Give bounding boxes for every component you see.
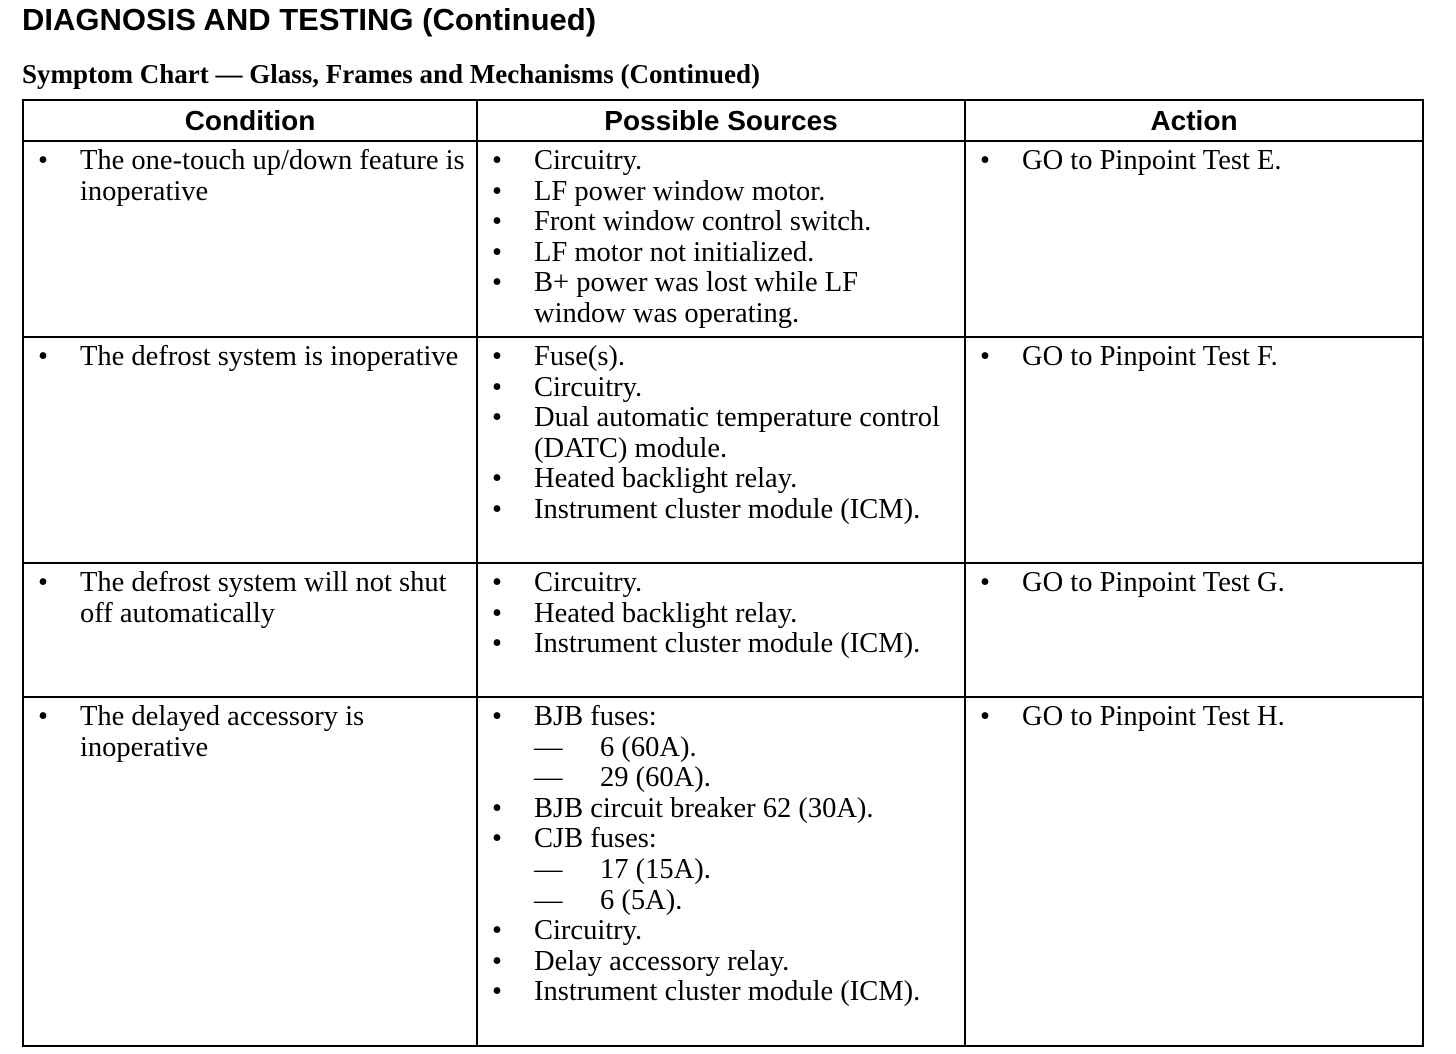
action-cell (965, 141, 1423, 337)
condition-cell (23, 141, 477, 337)
condition-text: • The defrost system is inoperative (24, 342, 476, 373)
sources-cell (477, 563, 965, 697)
action-text: • GO to Pinpoint Test F. (966, 342, 1422, 373)
source-item: • Fuse(s). (478, 342, 964, 373)
table-header-row (23, 100, 1423, 141)
table-row (23, 697, 1423, 1046)
source-item-label: CJB fuses: (534, 823, 657, 855)
symptom-chart-table (22, 99, 1424, 1047)
source-item (478, 702, 964, 794)
source-item: • Front window control switch. (478, 207, 964, 238)
action-text: • GO to Pinpoint Test E. (966, 146, 1422, 177)
source-subitem: — 6 (5A). (534, 886, 956, 917)
condition-text: • The one-touch up/down feature is inoperative (24, 146, 476, 207)
action-cell (965, 563, 1423, 697)
action-cell (965, 697, 1423, 1046)
source-item: • Circuitry. (478, 146, 964, 177)
source-item: • Instrument cluster module (ICM). (478, 495, 964, 526)
source-item: • Circuitry. (478, 916, 964, 947)
sources-cell (477, 697, 965, 1046)
action-cell (965, 337, 1423, 563)
sources-cell (477, 141, 965, 337)
source-item: • BJB circuit breaker 62 (30A). (478, 794, 964, 825)
source-item-label: BJB fuses: (534, 701, 657, 732)
source-item: • Instrument cluster module (ICM). (478, 977, 964, 1008)
source-item: • B+ power was lost while LF window was operating. (478, 268, 964, 329)
source-item: • Instrument cluster module (ICM). (478, 629, 964, 660)
page-title: DIAGNOSIS AND TESTING (Continued) (22, 2, 597, 37)
column-header-action: Action (965, 100, 1423, 141)
column-header-possible-sources: Possible Sources (477, 100, 965, 141)
condition-text: • The defrost system will not shut off automatically (24, 568, 476, 629)
action-text: • GO to Pinpoint Test G. (966, 568, 1422, 599)
source-item: • Heated backlight relay. (478, 599, 964, 630)
table-row (23, 141, 1423, 337)
condition-text: • The delayed accessory is inoperative (24, 702, 476, 763)
table-row (23, 337, 1423, 563)
table-row (23, 563, 1423, 697)
condition-cell (23, 563, 477, 697)
source-item: • LF motor not initialized. (478, 238, 964, 269)
section-title: Symptom Chart — Glass, Frames and Mechanisms (Continued) (22, 59, 761, 89)
condition-cell (23, 697, 477, 1046)
sources-cell (477, 337, 965, 563)
source-item: • Dual automatic temperature control (DATC) module. (478, 403, 964, 464)
source-item: • Circuitry. (478, 373, 964, 404)
condition-cell (23, 337, 477, 563)
source-item: • Circuitry. (478, 568, 964, 599)
source-item: • LF power window motor. (478, 177, 964, 208)
column-header-condition: Condition (23, 100, 477, 141)
source-subitem: — 29 (60A). (534, 763, 956, 794)
source-subitem: — 17 (15A). (534, 855, 956, 886)
action-text: • GO to Pinpoint Test H. (966, 702, 1422, 733)
source-item (478, 824, 964, 916)
source-item: • Delay accessory relay. (478, 947, 964, 978)
source-subitem: — 6 (60A). (534, 733, 956, 764)
source-item: • Heated backlight relay. (478, 464, 964, 495)
